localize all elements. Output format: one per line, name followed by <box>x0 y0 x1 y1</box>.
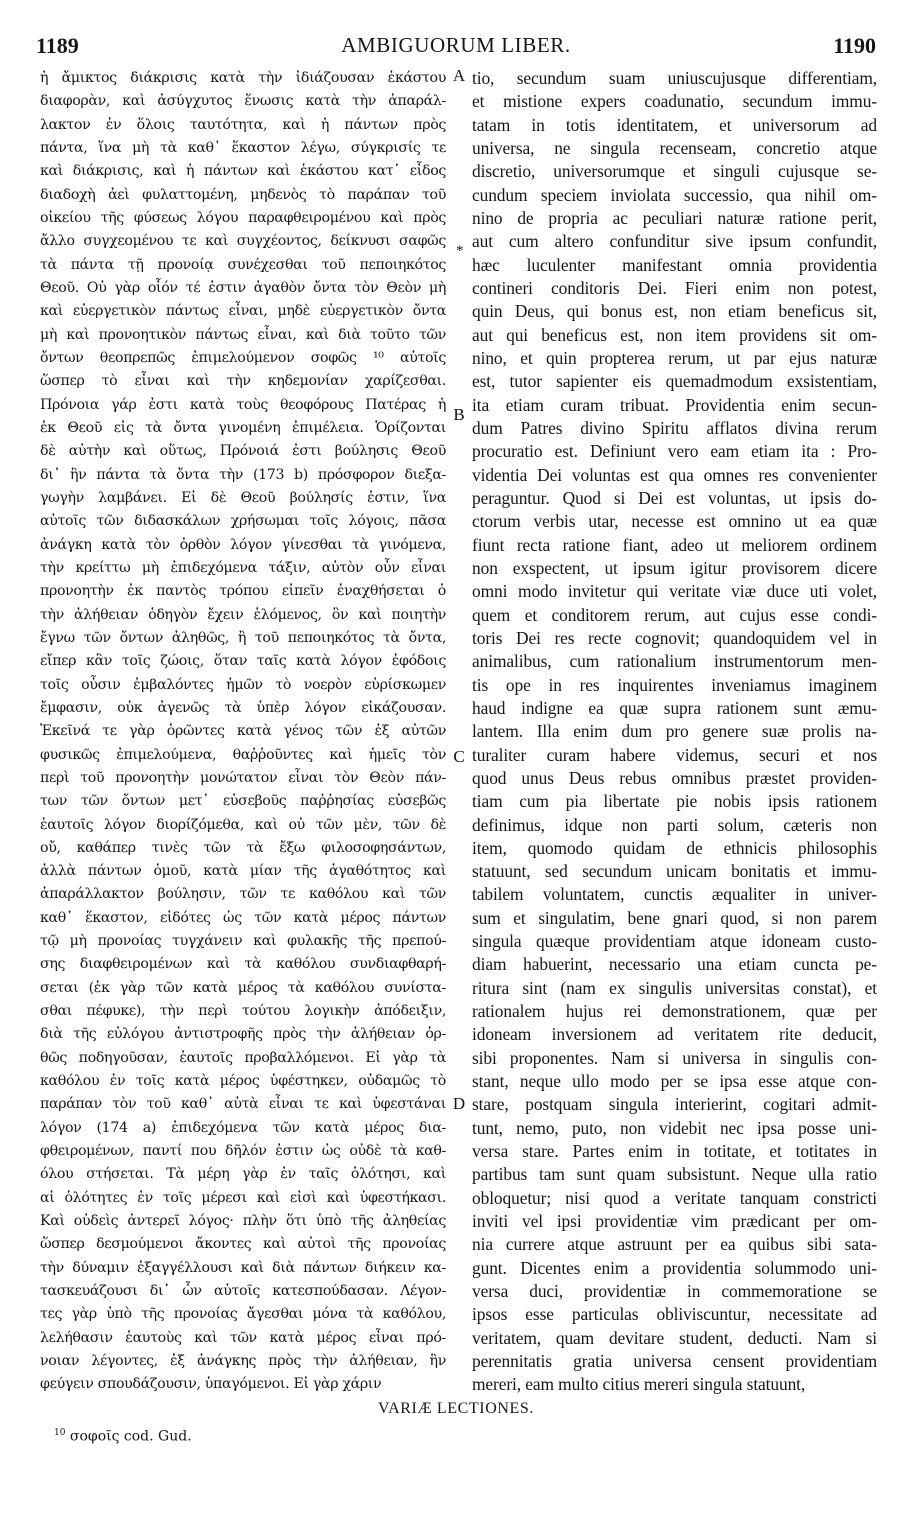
text-line: ἀλλὰ πάντων ὁμοῦ, κατὰ μίαν τῆς ἀγαθότητος καὶ <box>40 863 446 880</box>
text-line: γωγὴν λαμβάνει. Εἰ δὲ Θεοῦ βούλησίς ἐστιν, ἵνα <box>40 489 446 506</box>
text-line: lantem. Illa enim dum pro genere suæ prolis na- <box>472 721 877 742</box>
text-line: partibus tam sunt quam subsistunt. Neque ulla ratio <box>472 1164 877 1185</box>
text-line: tabilem voluntatem, cunctis æqualiter in univer- <box>472 884 877 905</box>
text-line: φθειρομένων, παντί που δῆλόν ἐστιν ὡς οὐδὲ τὰ καθ- <box>40 1143 446 1160</box>
text-line: ipsos esse particulas obliviscuntur, necessitate ad <box>472 1304 877 1325</box>
text-line: καὶ εὐεργετικὸν πάντως εἶναι, μηδὲ εὐεργετικὸν ὄντα <box>40 303 446 320</box>
text-line: θῶς ποδηγοῦσαν, ἑαυτοῖς προβαλλόμενοι. Εἰ γὰρ τὰ <box>40 1049 446 1066</box>
text-line: ὥσπερ τὸ εἶναι καὶ τὴν κηδεμονίαν χαρίζεσθαι. <box>40 373 446 390</box>
text-line: stare, postquam singula interierint, cogitari admit- <box>472 1094 877 1115</box>
text-line: σης διαφθειρομένων καὶ τὰ καθόλου συνδιαφθαρή- <box>40 956 446 973</box>
text-line: diam habuerint, necessario una etiam cuncta pe- <box>472 954 877 975</box>
text-line: versa duci, providentiæ in commemoratione se <box>472 1281 877 1302</box>
text-line: Ἐκεῖνά τε γὰρ ὁρῶντες κατὰ γένος τῶν ἐξ αὐτῶν <box>40 723 446 740</box>
text-line: versa stare. Partes enim in totitate, et totitates in <box>472 1141 877 1162</box>
text-line: dum Patres divino Spiritu afflatos divina rerum <box>472 417 877 438</box>
text-line: animalibus, cum rationalium instrumentorum men- <box>472 651 877 672</box>
text-line: hæc luculenter manifestant omnia providentia <box>472 254 877 275</box>
text-line: διὰ τῆς εὐλόγου ἀντιστροφῆς πρὸς τὴν ἀλήθειαν ὀρ- <box>40 1026 446 1043</box>
text-line: nino de propria ac peculiari naturæ ratione perit, <box>472 207 877 228</box>
text-line: ita etiam curam tribuat. Providentia enim secun- <box>472 394 877 415</box>
text-line: mereri, eam multo citius mereri singula statuunt, <box>472 1374 806 1395</box>
margin-marker-d: D <box>452 1094 466 1113</box>
text-line: δι᾽ ἣν πάντα τὰ ὄντα τὴν (173 b) πρόσφορον διεξα- <box>40 466 446 483</box>
right-page-number: 1190 <box>833 33 876 58</box>
text-line: οἰκείου τῆς φύσεως λόγου παραφθειρομένου καὶ πρὸς <box>40 209 446 226</box>
text-line: παράπαν τὸν τοῦ καθ᾽ αὑτὰ εἶναι τε καὶ ὑφεστάναι <box>40 1096 446 1113</box>
text-line: quem et conditorem rerum, aut cujus esse condi- <box>472 604 877 625</box>
text-line: καὶ διάκρισις, καὶ ἡ πάντων καὶ ἑκάστου κατ᾽ εἶδος <box>40 163 446 180</box>
text-line: ἄλλο συγχεομένου τε καὶ συγχέοντος, δείκνυσι σαφῶς <box>40 233 446 250</box>
text-line: προνοητὴν ἐκ παντὸς τρόπου εἰπεῖν ἐναχθήσεται ὁ <box>40 583 446 600</box>
text-line: procuratio est. Definiunt vero eam etiam ita : Pro- <box>472 441 877 462</box>
text-line: sibi proponentes. Nam si universa in singulis con- <box>472 1047 877 1068</box>
text-line: omni modo invitetur qui veritate viæ duce uti volet, <box>472 581 877 602</box>
text-line: veritatem, quam devitare student, deducti. Nam si <box>472 1327 877 1348</box>
text-line: peraguntur. Quod si Dei est voluntas, ut ipsis do- <box>472 487 877 508</box>
text-line: τὴν κρείττω μὴ ἐπιδεχόμενα τάξιν, αὐτὸν οὖν εἶναι <box>40 559 446 576</box>
running-title: AMBIGUORUM LIBER. <box>341 33 571 57</box>
text-line: fiunt recta ratione fiant, adeo ut meliorem ordinem <box>472 534 877 555</box>
text-line: καθ᾽ ἕκαστον, εἰδότες ὡς τῶν κατὰ μέρος πάντων <box>40 909 446 926</box>
margin-asterisk: * <box>456 243 464 259</box>
text-line: ἀπαράλλακτον βούλησιν, τῶν τε καθόλου καὶ τῶν <box>40 886 446 903</box>
page-header <box>36 33 876 61</box>
text-line: ritura sint (nam ex singulis universitas constat), et <box>472 977 877 998</box>
text-line: cundum speciem inviolata successio, qua nihil om- <box>472 184 877 205</box>
margin-marker-b: B <box>453 405 465 424</box>
text-line: δὲ αὐτὴν καὶ οὕτως, Πρόνοιά ἐστι βούλησις Θεοῦ <box>40 443 446 460</box>
text-line: τασκευάζουσι δι᾽ ὧν αὐτοῖς κατεσπούδασαν. Λέγον- <box>40 1283 446 1300</box>
text-line: est, tutor sapienter eis quemadmodum exsistentiam, <box>472 371 877 392</box>
text-line: contineri conditoris Dei. Fieri enim non potest, <box>472 277 877 298</box>
text-line: ctorum verbis utar, necesse est omnino ut ea quæ <box>472 511 877 532</box>
text-line: τὴν ἀλήθειαν ὁδηγὸν ἔχειν ἑλόμενος, ὃν καὶ ποιητὴν <box>40 606 446 623</box>
text-line: videntia Dei voluntas est qua omnes res convenienter <box>472 464 877 485</box>
text-line: των τῶν ὄντων μετ᾽ εὐσεβοῦς παῤῥησίας εὐσεβῶς <box>40 793 446 810</box>
text-line: λακτον ἐν ὅλοις ταυτότητα, καὶ ἡ πάντων πρὸς <box>40 116 446 133</box>
text-line: ἔγνω τῶν ὄντων ἀληθῶς, ἢ τοῦ πεποιηκότος τὰ ὄντα, <box>40 629 446 646</box>
text-line: ὥσπερ δεσμούμενοι ἄκοντες καὶ αὐτοὶ τῆς προνοίας <box>40 1236 446 1253</box>
text-line: περὶ τοῦ προνοητὴν μονώτατον εἶναι τὸν Θεὸν πάν- <box>40 769 446 786</box>
text-line: καθόλου ἐν τοῖς κατὰ μέρος ὑφέστηκεν, οὐδαμῶς τὸ <box>40 1073 446 1090</box>
text-line: universa, ne singula recenseam, concretio atque <box>472 137 877 158</box>
text-line: quin Deus, qui bonus est, non etiam beneficus sit, <box>472 301 877 322</box>
text-line: nia currere atque astruunt per ea quibus sibi sata- <box>472 1234 877 1255</box>
text-line: et mistione expers coadunatio, secundum immu- <box>472 91 877 112</box>
text-line: statuunt, sed secundum unicam bonitatis et immu- <box>472 861 877 882</box>
text-line: εἴπερ κἂν τοῖς ζώοις, ὅταν ταῖς κατὰ λόγον ἐφόδοις <box>40 653 446 670</box>
text-line: ὄντων θεοπρεπῶς ἐπιμελούμενον σοφῶς ¹⁰ αὐτοῖς <box>40 349 446 366</box>
text-line: idoneam inversionem ad veritatem rite deducit, <box>472 1024 877 1045</box>
text-line: tatam in totis identitatem, et universorum ad <box>472 114 877 135</box>
text-line: σεται (ἐκ γὰρ τῶν κατὰ μέρος τὰ καθόλου συνίστα- <box>40 979 446 996</box>
text-line: obloquetur; nisi quod a veritate tanquam constricti <box>472 1187 877 1208</box>
text-line: τες γὰρ ὑπὸ τῆς προνοίας ἄγεσθαι μόνα τὰ καθόλου, <box>40 1306 446 1323</box>
text-line: όλου στήσεται. Τὰ μέρη γὰρ ἐν ταῖς ὁλότησι, καὶ <box>40 1166 446 1183</box>
text-line: Θεοῦ. Οὐ γὰρ οἷόν τέ ἐστιν ἀγαθὸν ὄντα τὸν Θεὸν μὴ <box>40 279 446 296</box>
text-line: οὔ, καθάπερ τινὲς τῶν τὰ ἔξω φιλοσοφησάντων, <box>40 839 446 856</box>
text-line: μὴ καὶ προνοητικὸν πάντως εἶναι, καὶ διὰ τοῦτο τῶν <box>40 326 446 343</box>
text-line: aut cum altero confunditur sive ipsum confundit, <box>472 231 877 252</box>
footnote-text: σοφοῖς cod. Gud. <box>69 1428 192 1445</box>
text-line: αἱ ὁλότητες ἐν τοῖς μέρεσι καὶ εἰσὶ καὶ ὑφεστήκασι. <box>40 1189 446 1206</box>
text-line: τοῖς οὖσιν ἐμβαλόντες ἡμῶν τὸ νοερὸν εὑρίσκωμεν <box>40 676 446 693</box>
text-line: item, quomodo quidam de ethnicis philosophis <box>472 837 877 858</box>
text-line: τὰ πάντα τῇ προνοίᾳ συνέχεσθαι τοῦ πεποιηκότος <box>40 256 446 273</box>
text-line: aut qui beneficus est, non item providens sit om- <box>472 324 877 345</box>
text-line: tis ope in res inquirentes inveniamus imaginem <box>472 674 877 695</box>
latin-text-column <box>472 66 877 1396</box>
text-line: haud indigne ea quæ supra rationem sunt æmu- <box>472 697 877 718</box>
text-line: tio, secundum suam uniuscujusque differentiam, <box>472 68 877 88</box>
text-line: turaliter curam habere videmus, securi et nos <box>472 744 877 765</box>
text-line: φεύγειν σπουδάζουσιν, ὑπαγόμενοι. Εἰ γὰρ χάριν <box>40 1376 382 1393</box>
text-line: νοιαν λέγοντες, ἐξ ἀνάγκης πρὸς τὴν ἀλήθειαν, ἣν <box>40 1353 446 1370</box>
text-line: non exspectent, ut ipsum igitur provisorem dicere <box>472 557 877 578</box>
text-line: Καὶ οὐδεὶς ἀντερεῖ λόγος· πλὴν ὅτι ὑπὸ τῆς ἀληθείας <box>40 1213 446 1230</box>
text-line: discretio, universorumque et singuli cujusque se- <box>472 161 877 182</box>
text-line: λελήθασιν ἑαυτοὺς καὶ τῶν κατὰ μέρος εἶναι πρό- <box>40 1329 446 1346</box>
text-line: definimus, idque non parti solum, cæteris non <box>472 814 877 835</box>
variae-lectiones-heading: VARIÆ LECTIONES. <box>378 1400 534 1417</box>
text-line: gunt. Dicentes enim a providentia solummodo uni- <box>472 1257 877 1278</box>
text-line: λόγον (174 a) ἐπιδεχόμενα τῶν κατὰ μέρος δια- <box>40 1119 446 1136</box>
text-line: σθαι πέφυκε), τὴν περὶ τούτου λογικὴν ἀπόδειξιν, <box>40 1003 446 1020</box>
text-line: διαδοχὴ ἀεὶ φυλαττομένη, μηδενὸς τὸ παράπαν τοῦ <box>40 186 446 203</box>
text-line: ἀνάγκη κατὰ τὸν ὀρθὸν λόγον γίνεσθαι τὰ γινόμενα, <box>40 536 446 553</box>
text-line: toris Dei res recte cognovit; quandoquidem vel in <box>472 627 877 648</box>
text-line: tiam cum pia libertate pie nobis ipsis rationem <box>472 791 877 812</box>
text-line: Πρόνοια γάρ ἐστι κατὰ τοὺς θεοφόρους Πατέρας ἡ <box>40 396 446 413</box>
text-line: ἡ ἄμικτος διάκρισις κατὰ τὴν ἰδιάζουσαν ἑκάστου <box>40 70 446 86</box>
margin-marker-a: A <box>452 66 466 85</box>
text-line: stant, neque ullo modo per se ipsa esse atque con- <box>472 1071 877 1092</box>
text-line: ἐκ Θεοῦ εἰς τὰ ὄντα γινομένη ἐπιμέλεια. Ὁρίζονται <box>40 419 446 436</box>
text-line: διαφορὰν, καὶ ἀσύγχυτος ἕνωσις κατὰ τὴν ἀπαράλ- <box>40 93 446 110</box>
margin-marker-c: C <box>453 747 465 766</box>
text-line: quod unus Deus rebus omnibus præstet providen- <box>472 767 877 788</box>
text-line: sum et singulatim, bene gnari quod, si non parem <box>472 907 877 928</box>
text-line: perennitatis gratia universa censent providentiam <box>472 1351 877 1372</box>
footnote-number: 10 <box>54 1428 66 1438</box>
text-line: tunt, nemo, puto, non videbit nec ipsa posse uni- <box>472 1117 877 1138</box>
text-line: inviti vel ipsi providentiæ vim prædicant per om- <box>472 1211 877 1232</box>
text-line: ἑαυτοῖς λόγον διορίζόμεθα, καὶ οὐ τῶν μὲν, τῶν δὲ <box>40 816 446 833</box>
text-line: πάντα, ἵνα μὴ τὰ καθ᾽ ἕκαστον λέγω, σύγκρισίς τε <box>40 139 446 156</box>
text-line: nino, et quin propterea rerum, ut par ejus naturæ <box>472 347 877 368</box>
left-page-number: 1189 <box>36 33 79 58</box>
footnote <box>54 1428 192 1445</box>
text-line: φυσικῶς ἐπιμελούμενα, θαῤῥοῦντες καὶ ἡμεῖς τὸν <box>40 746 446 763</box>
text-line: αὐτοῖς τῶν διδασκάλων χρήσωμαι τοῖς λόγοις, πᾶσα <box>40 513 446 530</box>
text-line: ἔμφασιν, οὐκ ἀγενῶς τὰ ὑπὲρ λόγον εἰκάζουσαν. <box>40 699 446 716</box>
text-line: singula quæque providentiam atque idoneam custo- <box>472 931 877 952</box>
greek-text-column <box>40 66 446 1396</box>
text-line: τὴν δύναμιν ἐξαγγέλλουσι καὶ διὰ πάντων διήκειν κα- <box>40 1259 446 1276</box>
text-line: τῷ μὴ προνοίας τυγχάνειν καὶ φυλακῆς τῆς πρεπού- <box>40 933 446 950</box>
text-line: rationalem hujus rei demonstrationem, quæ per <box>472 1001 877 1022</box>
